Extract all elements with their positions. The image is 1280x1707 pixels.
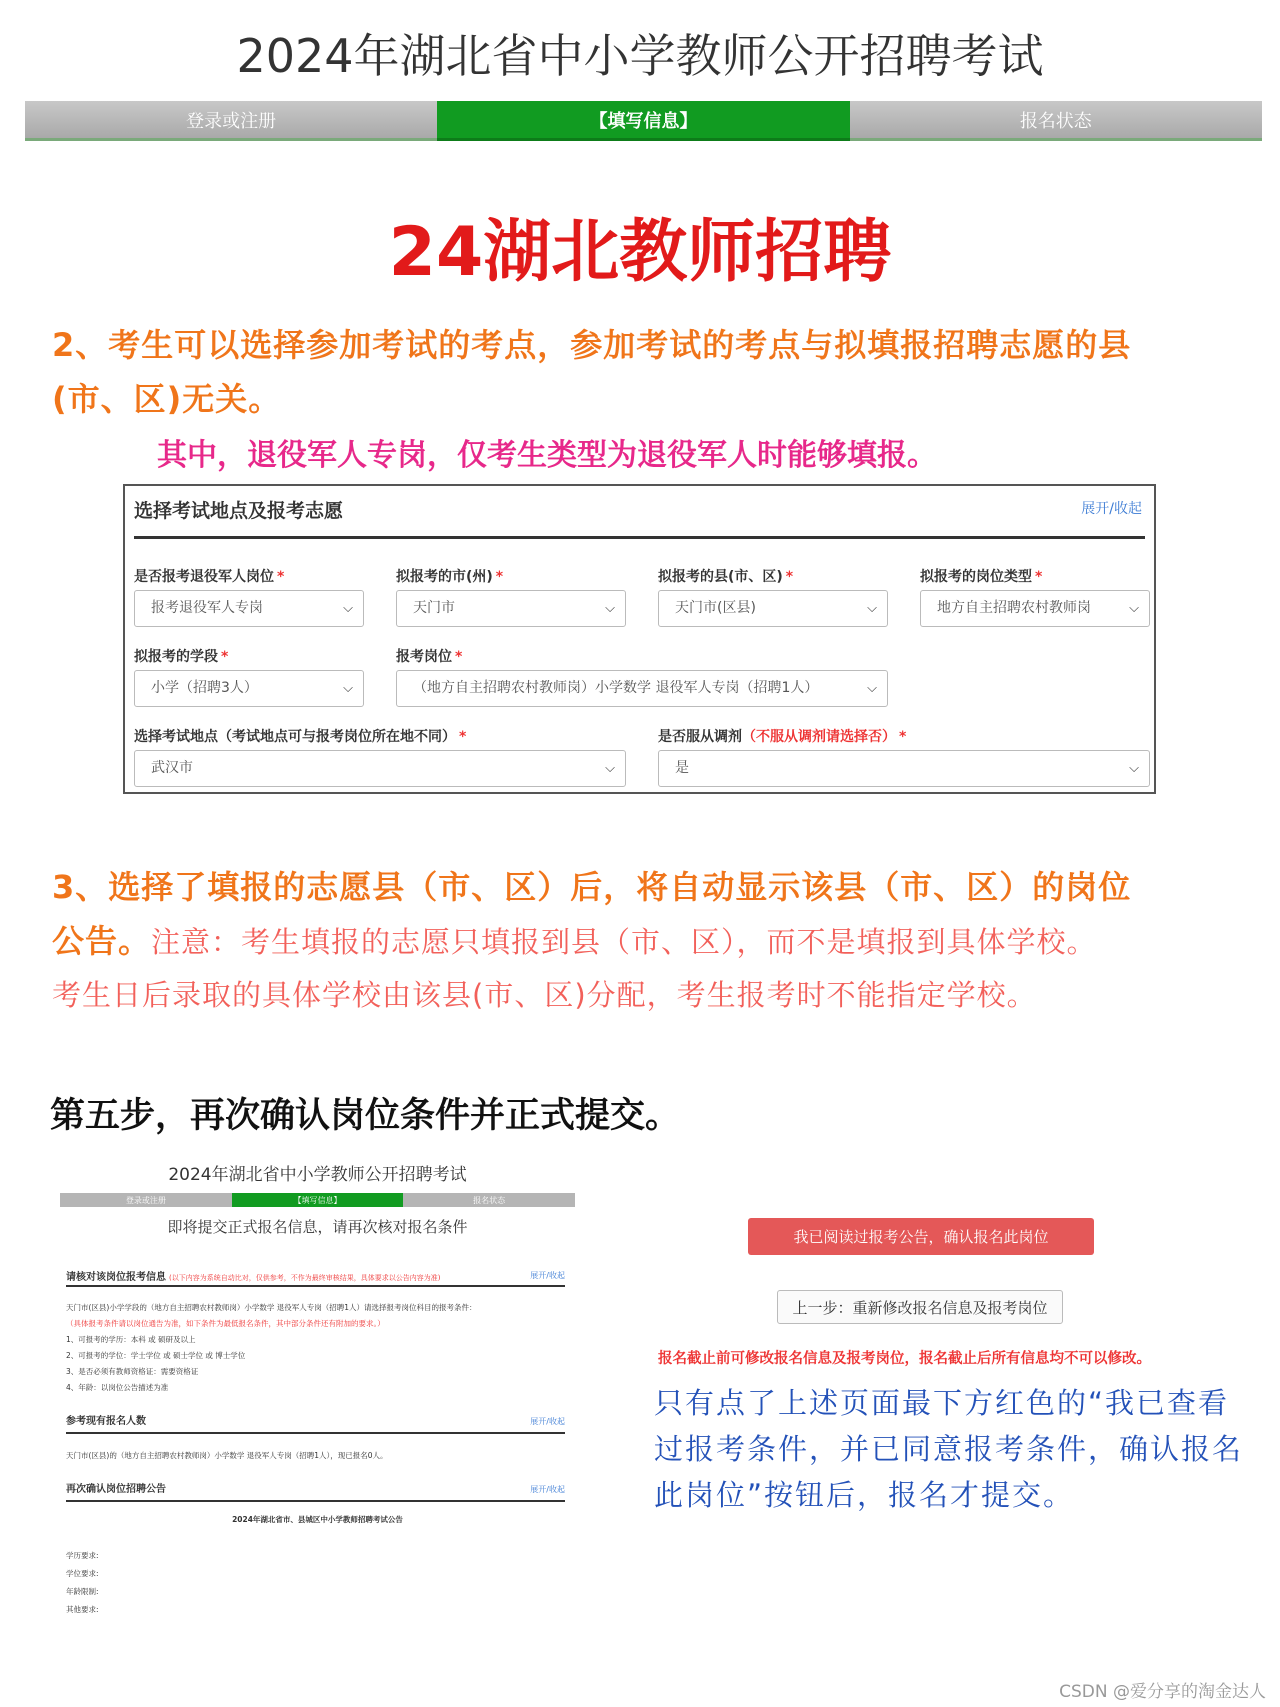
mini-subtitle: 即将提交正式报名信息，请再次核对报名条件	[167, 1218, 468, 1236]
veteran-label: 是否报考退役军人岗位 *	[134, 569, 285, 585]
step5-heading: 第五步，再次确认岗位条件并正式提交。	[50, 1096, 681, 1136]
mini-divider	[66, 1500, 565, 1502]
veteran-select[interactable]: 报考退役军人专岗 ⌵	[134, 590, 364, 627]
step-status[interactable]: 报名状态	[850, 101, 1262, 141]
mini-toggle-3: 展开/收起	[530, 1485, 565, 1494]
mini-sec3-title: 再次确认岗位招聘公告	[66, 1484, 166, 1495]
mini-cond-intro: 天门市(区县)小学学段的（地方自主招聘农村教师岗）小学数学 退役军人专岗（招聘1人）请选择报考岗位科目的报考条件：	[66, 1303, 477, 1312]
form-title: 选择考试地点及报考志愿	[134, 500, 344, 522]
chevron-down-icon: ⌵	[1129, 601, 1139, 616]
back-modify-button[interactable]: 上一步：重新修改报名信息及报考岗位	[777, 1290, 1063, 1324]
chevron-down-icon: ⌵	[867, 601, 877, 616]
mini-req-label: 年龄限制:	[66, 1587, 99, 1596]
form-divider	[134, 536, 1145, 539]
chevron-down-icon: ⌵	[343, 681, 353, 696]
mini-sec2-title: 参考现有报名人数	[66, 1416, 146, 1427]
mini-divider	[66, 1432, 565, 1434]
mini-cond-3: 3、是否必须有教师资格证：需要资格证	[66, 1367, 199, 1376]
deadline-note: 报名截止前可修改报名信息及报考岗位，报名截止后所有信息均不可以修改。	[658, 1351, 1151, 1367]
mini-step-bar	[60, 1193, 575, 1207]
post-select[interactable]: （地方自主招聘农村教师岗）小学数学 退役军人专岗（招聘1人） ⌵	[396, 670, 888, 707]
mini-step-login: 登录或注册	[60, 1193, 232, 1207]
submit-explanation: 只有点了上述页面最下方红色的“我已查看过报考条件，并已同意报考条件，确认报名此岗位”按钮后，报名才提交。	[654, 1386, 1244, 1512]
chevron-down-icon: ⌵	[343, 601, 353, 616]
note3-line3: 考生日后录取的具体学校由该县(市、区)分配，考生报考时不能指定学校。	[52, 978, 1037, 1012]
confirm-page-screenshot	[60, 1150, 575, 1620]
confirm-register-button[interactable]: 我已阅读过报考公告，确认报名此岗位	[748, 1218, 1094, 1255]
page-title: 2024年湖北省中小学教师公开招聘考试	[236, 29, 1044, 83]
mini-cond-1: 1、可报考的学历：本科 或 硕研及以上	[66, 1335, 196, 1344]
stage-select[interactable]: 小学（招聘3人） ⌵	[134, 670, 364, 707]
mini-step-fill: 【填写信息】	[232, 1193, 404, 1207]
mini-divider	[66, 1285, 565, 1287]
chevron-down-icon: ⌵	[605, 601, 615, 616]
exam-form-panel	[123, 484, 1156, 794]
mini-req-label: 学历要求:	[66, 1551, 99, 1560]
mini-toggle-1: 展开/收起	[530, 1271, 565, 1280]
mini-sec1-title: 请核对该岗位报考信息 (以下内容为系统自动比对，仅供参考，不作为最终审核结果，具体要求以公告内容为准)	[66, 1272, 441, 1283]
city-select[interactable]: 天门市 ⌵	[396, 590, 626, 627]
post-type-select[interactable]: 地方自主招聘农村教师岗 ⌵	[920, 590, 1150, 627]
mini-cond-note: （具体报考条件请以岗位通告为准，如下条件为最低报名条件，其中部分条件还有附加的要求。）	[66, 1319, 385, 1328]
mini-cond-2: 2、可报考的学位：学士学位 或 硕士学位 或 博士学位	[66, 1351, 246, 1360]
mini-cond-4: 4、年龄：以岗位公告描述为准	[66, 1383, 169, 1392]
mini-title: 2024年湖北省中小学教师公开招聘考试	[168, 1165, 467, 1185]
stage-label: 拟报考的学段 *	[134, 649, 229, 665]
mini-count-line: 天门市(区县)的（地方自主招聘农村教师岗）小学数学 退役军人专岗（招聘1人），现已报名0人。	[66, 1451, 388, 1460]
step-login[interactable]: 登录或注册	[25, 101, 437, 141]
note2-pink: 其中，退役军人专岗，仅考生类型为退役军人时能够填报。	[157, 438, 937, 473]
form-toggle-link[interactable]: 展开/收起	[1081, 501, 1142, 517]
watermark: CSDN @爱分享的淘金达人	[1059, 1682, 1266, 1702]
step-fill-info[interactable]: 【填写信息】	[437, 101, 849, 141]
note2-line1: 2、考生可以选择参加考试的考点，参加考试的考点与拟填报招聘志愿的县	[52, 326, 1132, 364]
exam-site-label: 选择考试地点（考试地点可与报考岗位所在地不同） *	[134, 729, 467, 745]
mini-toggle-2: 展开/收起	[530, 1417, 565, 1426]
post-type-label: 拟报考的岗位类型 *	[920, 569, 1043, 585]
post-label: 报考岗位 *	[396, 649, 463, 665]
chevron-down-icon: ⌵	[1129, 761, 1139, 776]
mini-step-status: 报名状态	[403, 1193, 575, 1207]
mini-req-label: 学位要求:	[66, 1569, 99, 1578]
adjust-select[interactable]: 是 ⌵	[658, 750, 1150, 787]
chevron-down-icon: ⌵	[867, 681, 877, 696]
step-bar	[25, 101, 1262, 141]
exam-site-select[interactable]: 武汉市 ⌵	[134, 750, 626, 787]
city-label: 拟报考的市(州) *	[396, 569, 504, 585]
mini-notice-title: 2024年湖北省市、县城区中小学教师招聘考试公告	[232, 1515, 403, 1524]
note2-line2: (市、区)无关。	[52, 380, 282, 418]
note3-line1: 3、选择了填报的志愿县（市、区）后，将自动显示该县（市、区）的岗位	[52, 868, 1132, 906]
county-label: 拟报考的县(市、区) *	[658, 569, 794, 585]
county-select[interactable]: 天门市(区县) ⌵	[658, 590, 888, 627]
adjust-label: 是否服从调剂（不服从调剂请选择否） *	[658, 729, 907, 745]
banner-title: 24湖北教师招聘	[388, 213, 892, 292]
chevron-down-icon: ⌵	[605, 761, 615, 776]
note3-line2: 公告。注意：考生填报的志愿只填报到县（市、区），而不是填报到具体学校。	[52, 922, 1097, 960]
mini-req-label: 其他要求:	[66, 1605, 99, 1614]
